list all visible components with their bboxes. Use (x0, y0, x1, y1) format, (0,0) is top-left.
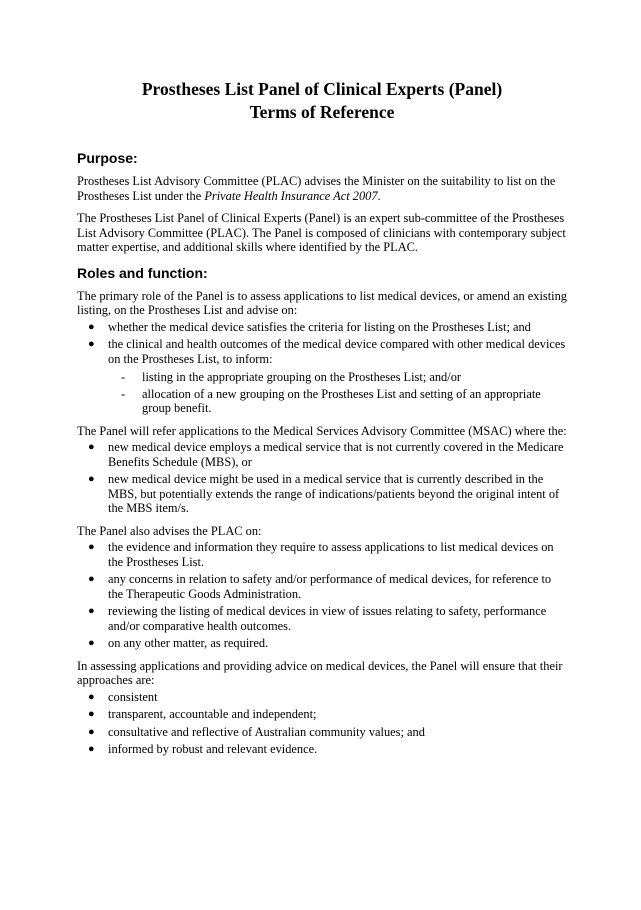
list-item: ● transparent, accountable and independent; (88, 707, 317, 721)
plac-bullet-list (77, 540, 567, 651)
list-item: - listing in the appropriate grouping on the Prostheses List; and/or (121, 370, 462, 384)
plac-intro: The Panel also advises the PLAC on: (77, 523, 262, 538)
list-item: - allocation of a new grouping on the Prostheses List and setting of an appropriate group benefit. (121, 386, 541, 415)
act-name: Private Health Insurance Act 2007 (204, 188, 378, 203)
bullet-icon: ● (88, 338, 95, 350)
dash-icon: - (121, 370, 126, 384)
purpose-p1-end: . (377, 188, 381, 203)
list-item: ● informed by robust and relevant evidence. (88, 742, 318, 756)
list-item: ● new medical device employs a medical service that is not currently covered in the Medicare Benefits Schedule (MBS), or (88, 440, 564, 469)
bullet-icon: ● (88, 637, 95, 649)
bullet-icon: ● (88, 541, 95, 553)
list-item: ● consultative and reflective of Australian community values; and (88, 724, 425, 739)
refer-intro: The Panel will refer applications to the Medical Services Advisory Committee (MSAC) where the: (77, 423, 567, 438)
document-title (77, 78, 567, 124)
purpose-p1-text: Prostheses List Advisory Committee (PLAC) advises the Minister on the suitability to list on the Prostheses List under the (77, 174, 556, 203)
bullet-icon: ● (88, 605, 95, 617)
bullet-icon: ● (88, 473, 95, 485)
refer-bullet-list (77, 440, 567, 516)
purpose-heading: Purpose: (77, 150, 138, 166)
list-item: ● on any other matter, as required. (88, 636, 269, 650)
list-item: ● the clinical and health outcomes of the medical device compared with other medical devices on the Prostheses List, to inform: - listing in the appropriate grouping on the Prostheses List; and/or - allocation of a new grouping on the Prostheses List and setting of an appropriate group benefit. (88, 337, 566, 415)
bullet-icon: ● (88, 725, 95, 738)
bullet-icon: ● (88, 320, 95, 333)
roles-intro: The primary role of the Panel is to assess applications to list medical devices, or amend an existing listing, on the Prostheses List and advise on: (77, 288, 567, 317)
roles-heading: Roles and function: (77, 264, 208, 281)
list-item: ● new medical device might be used in a medical service that is currently described in the MBS, but potentially extends the range of indications/patients beyond the original intent of the MBS item/s. (88, 472, 560, 515)
bullet-icon: ● (88, 690, 95, 703)
purpose-paragraph-2: The Prostheses List Panel of Clinical Experts (Panel) is an expert sub-committee of the Prostheses List Advisory Committee (PLAC). The Panel is composed of clinicians with contemporary subject matter expertise, and additional skills where identified by the PLAC. (77, 211, 566, 254)
title-line-1: Prostheses List Panel of Clinical Experts (Panel) (141, 79, 503, 99)
bullet-icon: ● (88, 743, 95, 755)
roles-bullet-list (77, 320, 567, 416)
purpose-paragraph-1 (77, 174, 567, 203)
bullet-icon: ● (88, 441, 95, 453)
assess-bullet-list (77, 690, 567, 757)
title-line-2: Terms of Reference (249, 102, 395, 122)
list-item: ● consistent (88, 689, 158, 704)
inform-dash-list (108, 370, 567, 416)
dash-icon: - (121, 386, 126, 401)
assess-intro: In assessing applications and providing advice on medical devices, the Panel will ensure that their approaches are: (77, 658, 563, 687)
bullet-icon: ● (88, 573, 95, 585)
list-item: ● the evidence and information they require to assess applications to list medical devices on the Prostheses List. (88, 540, 554, 569)
list-item: ● any concerns in relation to safety and/or performance of medical devices, for reference to the Therapeutic Goods Administration. (88, 572, 552, 601)
purpose-section (77, 150, 567, 255)
bullet-icon: ● (88, 708, 95, 720)
list-item: ● whether the medical device satisfies the criteria for listing on the Prostheses List; and (88, 319, 531, 334)
list-item: ● reviewing the listing of medical devices in view of issues relating to safety, performance and/or comparative health outcomes. (88, 604, 547, 633)
roles-section (77, 265, 567, 757)
